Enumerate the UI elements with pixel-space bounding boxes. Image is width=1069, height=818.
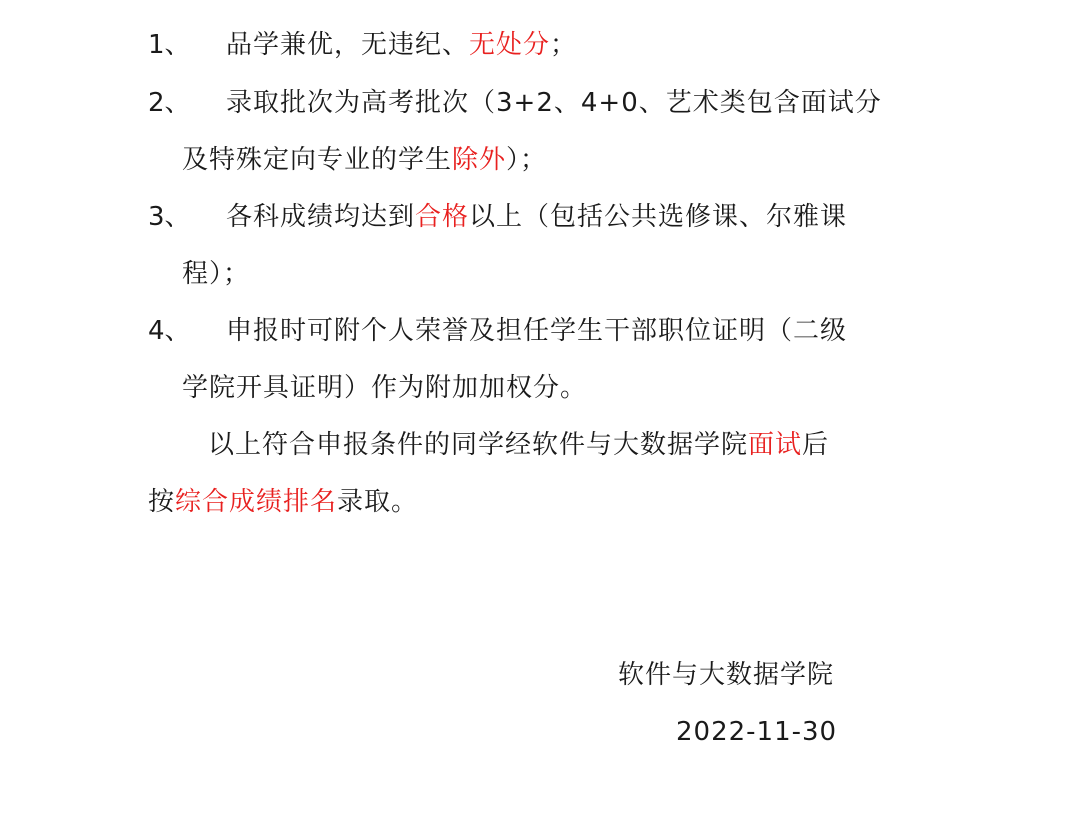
item-2-text-a: 录取批次为高考批次（3+2、4+0、艺术类包含面试分 bbox=[226, 88, 882, 118]
closing-text-c: 后 bbox=[802, 430, 830, 460]
closing-text-highlight-interview: 面试 bbox=[748, 430, 803, 460]
item-2-text-highlight: 除外 bbox=[452, 145, 507, 175]
item-4-number: 4、 bbox=[148, 316, 191, 346]
signature-org: 软件与大数据学院 bbox=[618, 660, 835, 690]
closing-line-1 bbox=[208, 428, 829, 462]
item-4-text-b: 学院开具证明）作为附加加权分。 bbox=[182, 373, 588, 403]
item-3-text-c: 以上（包括公共选修课、尔雅课 bbox=[469, 202, 848, 232]
item-1-text-highlight: 无处分 bbox=[469, 30, 551, 60]
item-4-line-2 bbox=[182, 371, 587, 405]
item-1-line-1 bbox=[226, 28, 577, 62]
closing-text-a: 以上符合申报条件的同学经软件与大数据学院 bbox=[208, 430, 749, 460]
item-3-text-highlight: 合格 bbox=[415, 202, 470, 232]
item-3-line-1 bbox=[226, 200, 847, 234]
closing-text-d: 按 bbox=[148, 487, 176, 517]
closing-line-2 bbox=[148, 485, 418, 519]
item-1-text-c: ； bbox=[550, 30, 578, 60]
item-3-text-a: 各科成绩均达到 bbox=[226, 202, 416, 232]
item-3-line-2 bbox=[182, 257, 250, 291]
item-3-text-d: 程）； bbox=[182, 259, 251, 289]
item-4-line-1 bbox=[226, 314, 847, 348]
item-2-text-c: ）； bbox=[506, 145, 548, 175]
closing-text-f: 录取。 bbox=[337, 487, 419, 517]
item-2-number: 2、 bbox=[148, 88, 191, 118]
closing-text-highlight-ranking: 综合成绩排名 bbox=[175, 487, 338, 517]
signature-date: 2022-11-30 bbox=[676, 717, 838, 747]
item-1-text-a: 品学兼优，无违纪、 bbox=[226, 30, 470, 60]
item-2-line-1 bbox=[226, 86, 882, 120]
item-2-text-b: 及特殊定向专业的学生 bbox=[182, 145, 453, 175]
item-1-number: 1、 bbox=[148, 30, 191, 60]
item-2-line-2 bbox=[182, 143, 547, 177]
item-4-text-a: 申报时可附个人荣誉及担任学生干部职位证明（二级 bbox=[226, 316, 848, 346]
item-3-number: 3、 bbox=[148, 202, 191, 232]
